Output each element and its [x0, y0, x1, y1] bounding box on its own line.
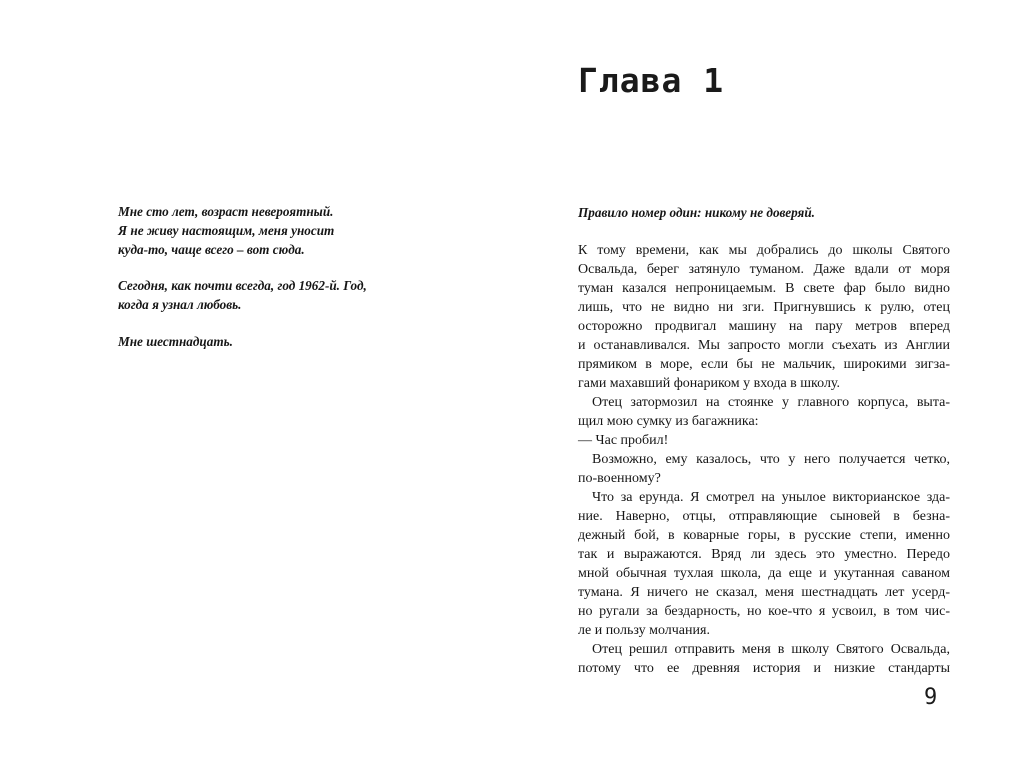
text-line: Что за ерунда. Я смотрел на унылое викторианское зда- — [592, 490, 950, 505]
text-line: лишь, что не видно ни зги. Пригнувшись к рулю, отец — [578, 300, 950, 315]
text-line: щил мою сумку из багажника: — [578, 414, 759, 429]
epigraph-paragraph-2: Сегодня, как почти всегда, год 1962-й. Год, когда я узнал любовь. — [118, 278, 367, 313]
chapter-body-text — [578, 241, 950, 678]
text-line: тумана. Я ничего не сказал, меня шестнадцать лет усерд- — [578, 585, 950, 600]
page-number: 9 — [924, 685, 938, 710]
chapter-title: Глава 1 — [578, 61, 725, 100]
text-line: Возможно, ему казалось, что у него получается четко, — [592, 452, 950, 467]
text-line: Отец решил отправить меня в школу Святого Освальда, — [592, 642, 950, 657]
text-line: по-военному? — [578, 471, 661, 486]
text-line: Освальда, берег затянуло туманом. Даже вдали от моря — [578, 262, 950, 277]
text-line: дежный бой, в коварные горы, в русские степи, именно — [578, 528, 950, 543]
text-line: гами махавший фонариком у входа в школу. — [578, 376, 841, 391]
text-line: так и выражаются. Вряд ли здесь это уместно. Передо — [578, 547, 950, 562]
text-line: мной обычная тухлая школа, да еще и укутанная саваном — [578, 566, 950, 581]
text-line: туман казался непроницаемым. В свете фар было видно — [578, 281, 950, 296]
text-line: ле и пользу молчания. — [578, 623, 710, 638]
text-line: Отец затормозил на стоянке у главного корпуса, выта- — [592, 395, 950, 410]
text-line: и останавливался. Мы запросто могли съехать из Англии — [578, 338, 950, 353]
text-line: осторожно продвигал машину на пару метров вперед — [578, 319, 950, 334]
left-page — [118, 203, 418, 370]
text-line: — Час пробил! — [578, 433, 669, 448]
text-line: но ругали за бездарность, но кое-что я усвоил, в том чис- — [578, 604, 950, 619]
right-page — [578, 203, 950, 678]
text-line: прямиком в море, если бы не мальчик, широкими зигза- — [578, 357, 950, 372]
text-line: ние. Наверно, отцы, отправляющие сыновей в безна- — [578, 509, 950, 524]
text-line: К тому времени, как мы добрались до школы Святого — [578, 243, 950, 258]
epigraph-paragraph-3: Мне шестнадцать. — [118, 333, 233, 349]
rule-heading: Правило номер один: никому не доверяй. — [578, 205, 815, 220]
text-line: потому что ее древняя история и низкие стандарты — [578, 661, 950, 676]
epigraph-paragraph-1: Мне сто лет, возраст невероятный. Я не живу настоящим, меня уносит куда-то, чаще всего – вот сюда. — [118, 204, 335, 257]
